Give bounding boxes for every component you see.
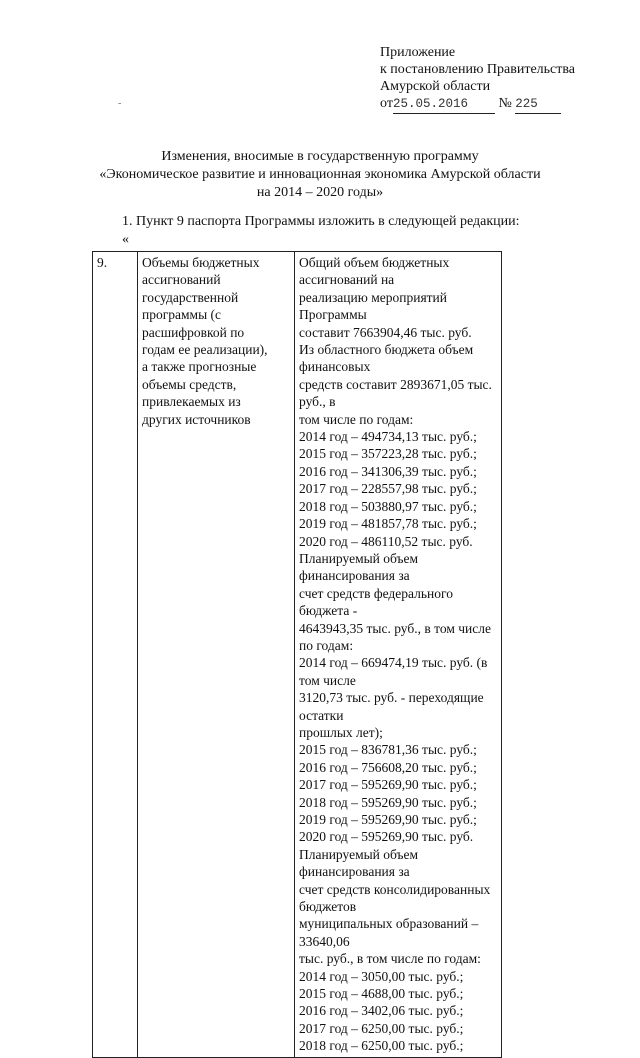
content-line: 2015 год – 836781,36 тыс. руб.; (299, 742, 477, 758)
content-line: 2016 год – 756608,20 тыс. руб.; (299, 759, 477, 775)
content-line: 2014 год – 669474,19 тыс. руб. (в том числе (299, 655, 488, 688)
title-line-2: «Экономическое развитие и инновационная экономика Амурской области (99, 167, 541, 182)
row-number-cell (93, 252, 138, 1058)
content-line: Планируемый объем финансирования за (299, 550, 419, 584)
row-number: 9. (97, 255, 108, 270)
label-line: других источников (142, 411, 251, 427)
document-title (60, 148, 580, 202)
content-line: составит 7663904,46 тыс. руб. (299, 324, 472, 340)
label-line: программы (с (142, 307, 222, 323)
content-line: 2015 год – 357223,28 тыс. руб.; (299, 446, 477, 462)
appendix-region: Амурской области (380, 79, 491, 94)
content-line: 2015 год – 4688,00 тыс. руб.; (299, 986, 464, 1002)
content-line: Из областного бюджета объем финансовых (299, 342, 474, 375)
label-line: объемы средств, (142, 376, 237, 392)
content-line: том числе по годам: (299, 411, 414, 427)
title-line-3: на 2014 – 2020 годы» (256, 185, 384, 200)
row-content-cell (295, 252, 502, 1058)
content-line: 2017 год – 228557,98 тыс. руб.; (299, 481, 477, 497)
appendix-header (380, 44, 575, 114)
content-line: 2018 год – 503880,97 тыс. руб.; (299, 498, 477, 514)
content-line: 2019 год – 595269,90 тыс. руб.; (299, 812, 477, 827)
content-line: 2018 год – 595269,90 тыс. руб.; (299, 794, 477, 810)
content-line: 2017 год – 595269,90 тыс. руб.; (299, 777, 477, 793)
appendix-resolution-ref: к постановлению Правительства (380, 62, 576, 77)
row-label-cell (138, 252, 295, 1058)
content-line: 2019 год – 481857,78 тыс. руб.; (299, 516, 477, 532)
content-line: 3120,73 тыс. руб. - переходящие остатки (299, 690, 484, 723)
date-prefix: от (380, 96, 393, 111)
content-line: 2017 год – 6250,00 тыс. руб.; (299, 1020, 464, 1036)
content-line: средств составит 2893671,05 тыс. руб., в (299, 376, 492, 410)
content-line: тыс. руб., в том числе по годам: (299, 951, 481, 967)
funding-table (92, 251, 502, 1058)
appendix-date-number (380, 95, 575, 114)
label-line: Объемы бюджетных (142, 255, 260, 270)
content-line: 2014 год – 494734,13 тыс. руб.; (299, 429, 477, 445)
margin-mark: - (118, 98, 122, 109)
label-line: годам ее реализации), (142, 342, 268, 358)
content-line: Планируемый объем финансирования за (299, 846, 419, 880)
content-line: 2014 год – 3050,00 тыс. руб.; (299, 968, 464, 984)
label-line: расшифровкой по (142, 324, 245, 340)
content-line: 2018 год – 6250,00 тыс. руб.; (299, 1038, 464, 1054)
content-line: 2020 год – 486110,52 тыс. руб. (299, 533, 473, 549)
content-line: 2016 год – 3402,06 тыс. руб.; (299, 1003, 464, 1019)
content-line: счет средств федерального бюджета - (299, 585, 453, 619)
label-line: государственной (142, 289, 239, 305)
content-line: счет средств консолидированных бюджетов (299, 881, 491, 915)
number-prefix: № (498, 96, 512, 111)
content-line: прошлых лет); (299, 724, 383, 740)
content-line: 2020 год – 595269,90 тыс. руб. (299, 829, 474, 845)
table-row (93, 252, 502, 1058)
content-line: муниципальных образований – 33640,06 (299, 916, 479, 949)
clause-text: 1. Пункт 9 паспорта Программы изложить в следующей редакции: (122, 214, 520, 229)
open-quote: « (122, 232, 129, 247)
resolution-date: 25.05.2016 (392, 97, 468, 111)
content-line: Общий объем бюджетных ассигнований на (299, 255, 450, 288)
label-line: ассигнований (142, 272, 221, 288)
content-line: 4643943,35 тыс. руб., в том числе по годам: (299, 620, 491, 653)
resolution-number: 225 (515, 97, 538, 111)
appendix-title: Приложение (380, 45, 456, 60)
label-line: а также прогнозные (142, 359, 257, 375)
label-line: привлекаемых из (142, 394, 241, 410)
title-line-1: Изменения, вносимые в государственную программу (161, 149, 479, 164)
content-line: реализацию мероприятий Программы (299, 289, 448, 323)
content-line: 2016 год – 341306,39 тыс. руб.; (299, 463, 477, 479)
